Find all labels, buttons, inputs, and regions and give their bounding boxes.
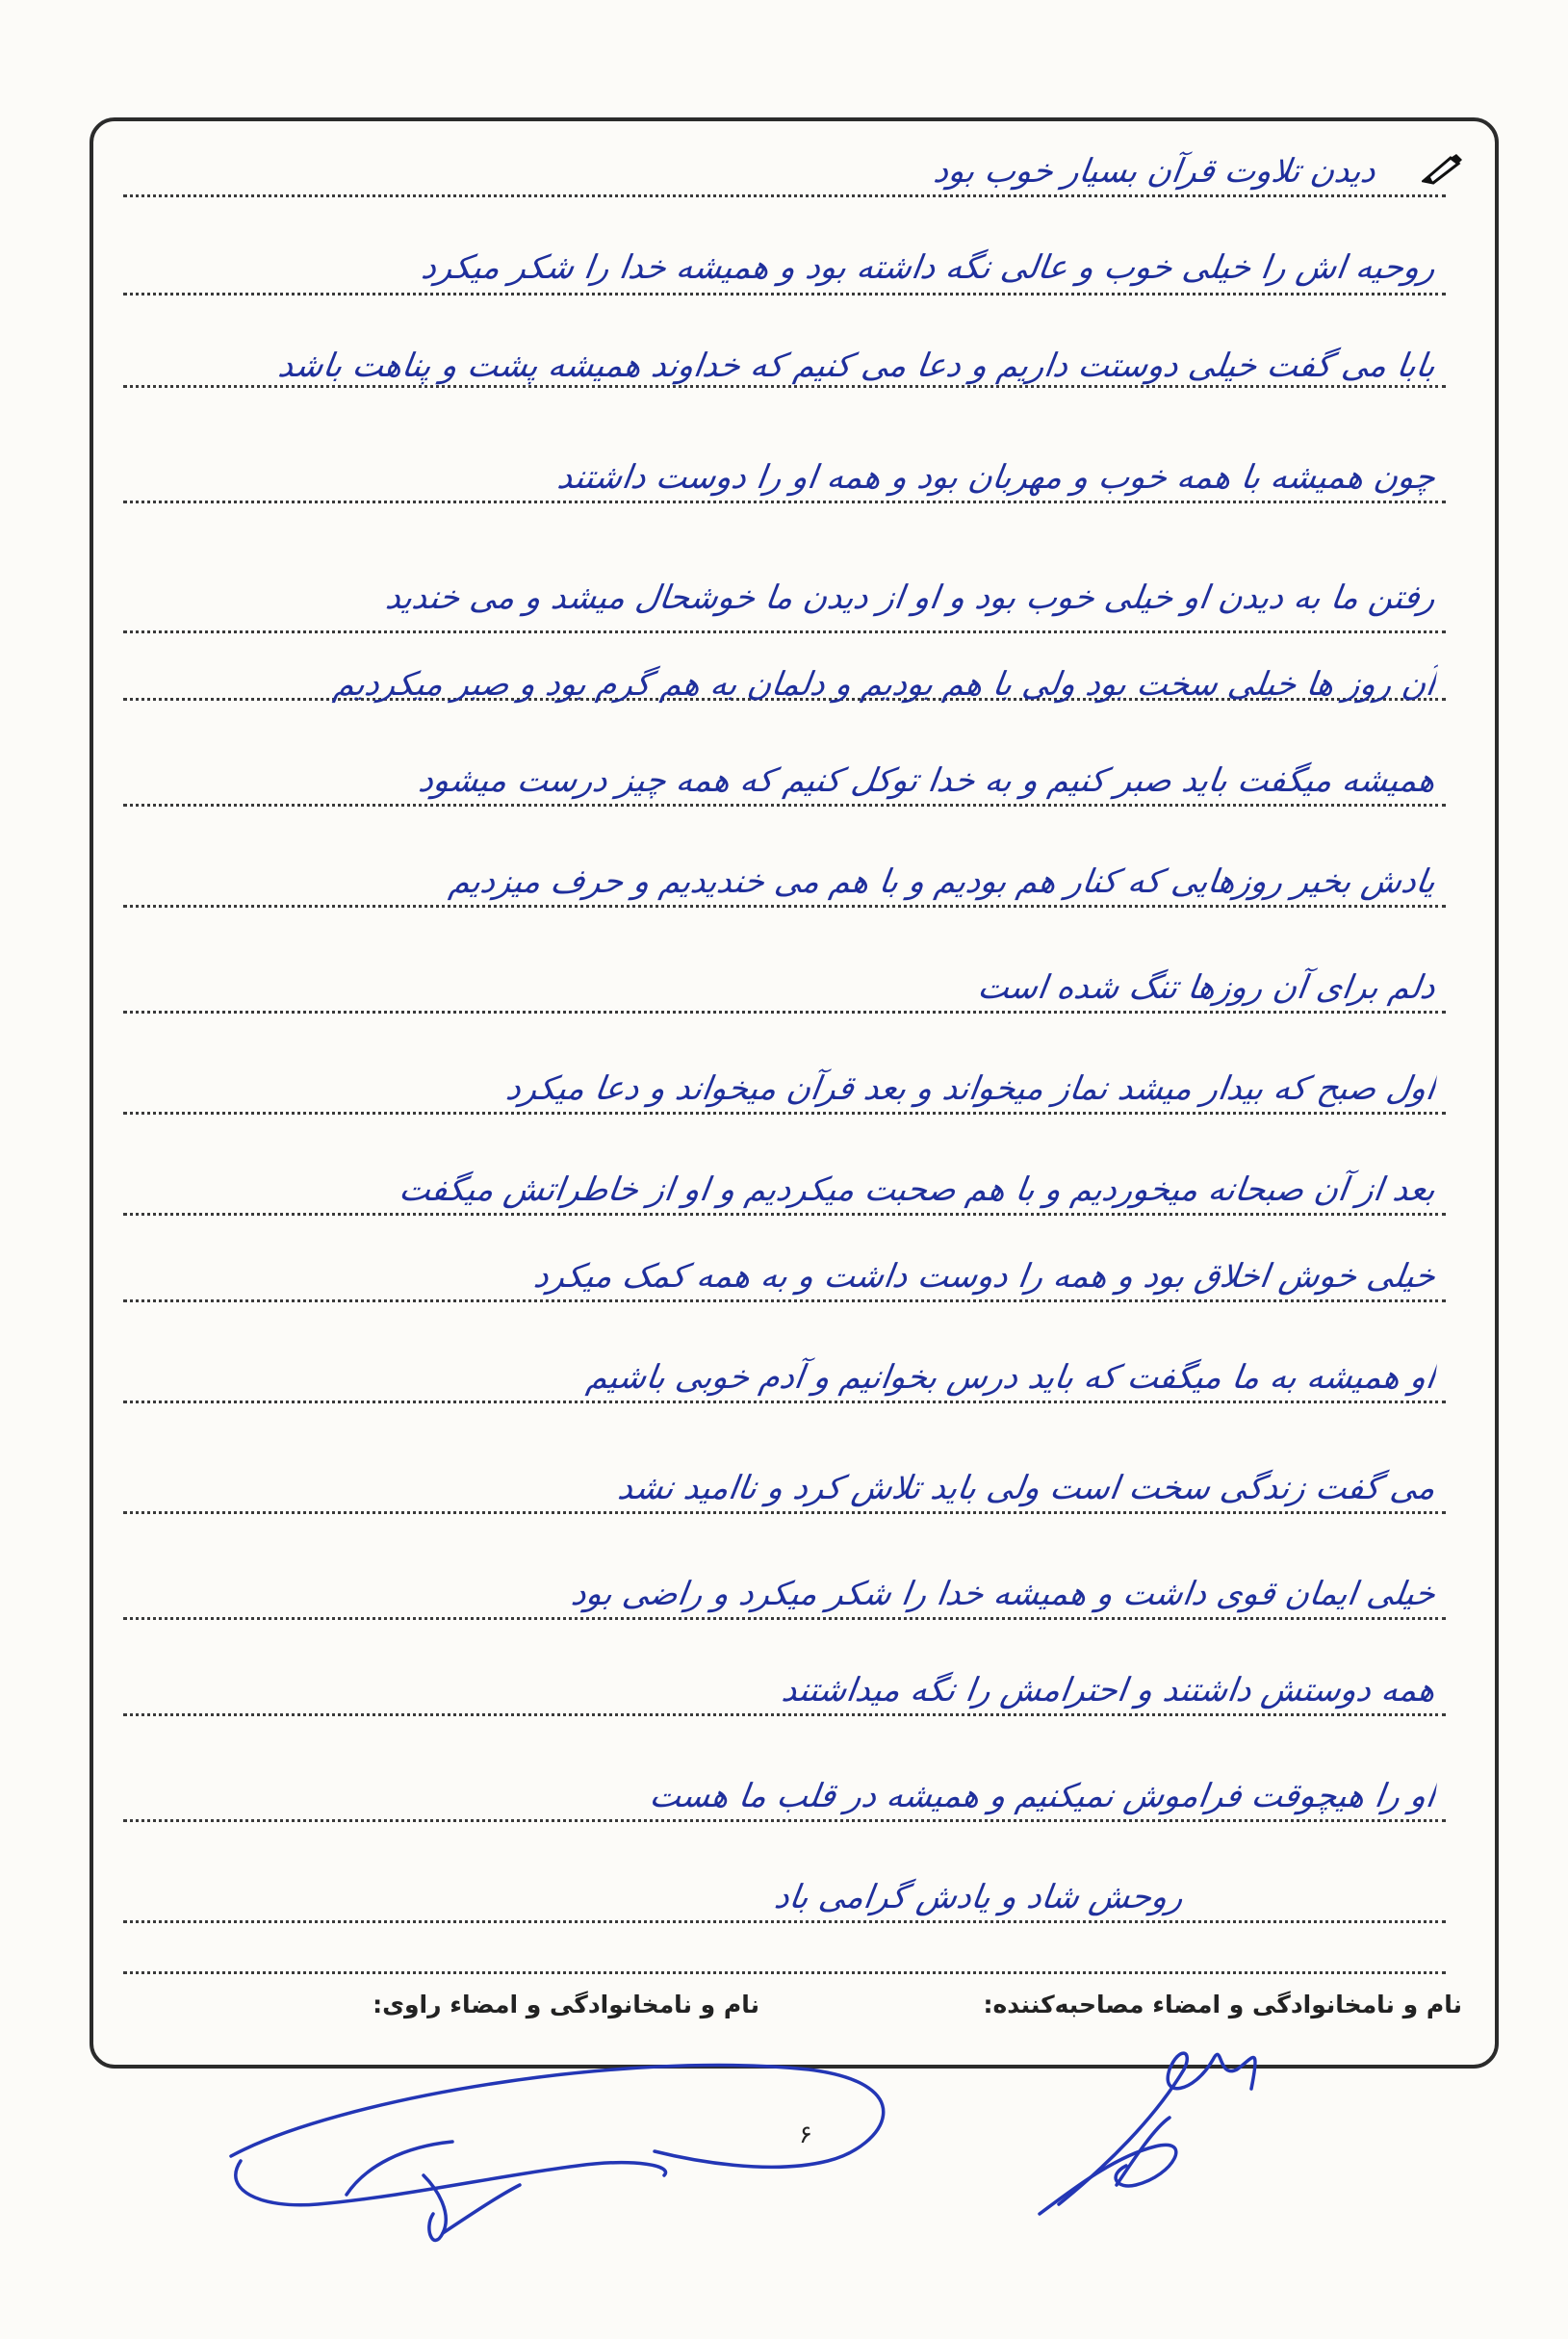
handwritten-line: خیلی ایمان قوی داشت و همیشه خدا را شکر میکرد و راضی بود <box>569 1575 1438 1613</box>
narrator-signature-label: نام و نامخانوادگی و امضاء راوی: <box>373 1991 759 2018</box>
handwritten-line: همه دوستش داشتند و احترامش را نگه میداشتند <box>779 1671 1438 1709</box>
handwritten-line: یادش بخیر روزهایی که کنار هم بودیم و با هم می خندیدیم و حرف میزدیم <box>447 862 1438 901</box>
ruled-line <box>123 1971 1446 1974</box>
ruled-line <box>123 293 1446 296</box>
handwritten-line: روحیه اش را خیلی خوب و عالی نگه داشته بود و همیشه خدا را شکر میکرد <box>419 248 1438 287</box>
interviewer-signature-label: نام و نامخانوادگی و امضاء مصاحبه‌کننده: <box>983 1991 1462 2018</box>
handwritten-line: اول صبح که بیدار میشد نماز میخواند و بعد قرآن میخواند و دعا میکرد <box>503 1069 1438 1108</box>
pen-icon <box>1422 152 1464 185</box>
ruled-line <box>123 630 1446 633</box>
handwritten-line: دیدن تلاوت قرآن بسیار خوب بود <box>931 152 1378 191</box>
handwritten-line: همیشه میگفت باید صبر کنیم و به خدا توکل کنیم که همه چیز درست میشود <box>416 761 1438 800</box>
handwritten-line: دلم برای آن روزها تنگ شده است <box>975 968 1438 1007</box>
page-number: ۶ <box>799 2121 812 2149</box>
handwritten-line: می گفت زندگی سخت است ولی باید تلاش کرد و ناامید نشد <box>615 1469 1438 1507</box>
handwritten-line: آن روز ها خیلی سخت بود ولی با هم بودیم و دلمان به هم گرم بود و صبر میکردیم <box>331 665 1438 704</box>
handwritten-line: رفتن ما به دیدن او خیلی خوب بود و او از دیدن ما خوشحال میشد و می خندید <box>383 578 1438 617</box>
handwritten-line: او را هیچوقت فراموش نمیکنیم و همیشه در قلب ما هست <box>647 1777 1438 1815</box>
handwritten-line: چون همیشه با همه خوب و مهربان بود و همه او را دوست داشتند <box>554 458 1438 497</box>
handwritten-line: خیلی خوش اخلاق بود و همه را دوست داشت و به همه کمک میکرد <box>531 1257 1438 1296</box>
handwritten-line: بعد از آن صبحانه میخوردیم و با هم صحبت میکردیم و او از خاطراتش میگفت <box>397 1170 1438 1209</box>
handwritten-line: روحش شاد و یادش گرامی باد <box>772 1878 1186 1916</box>
handwritten-line: او همیشه به ما میگفت که باید درس بخوانیم و آدم خوبی باشیم <box>584 1358 1438 1397</box>
handwritten-line: بابا می گفت خیلی دوستت داریم و دعا می کنیم که خداوند همیشه پشت و پناهت باشد <box>275 347 1438 385</box>
